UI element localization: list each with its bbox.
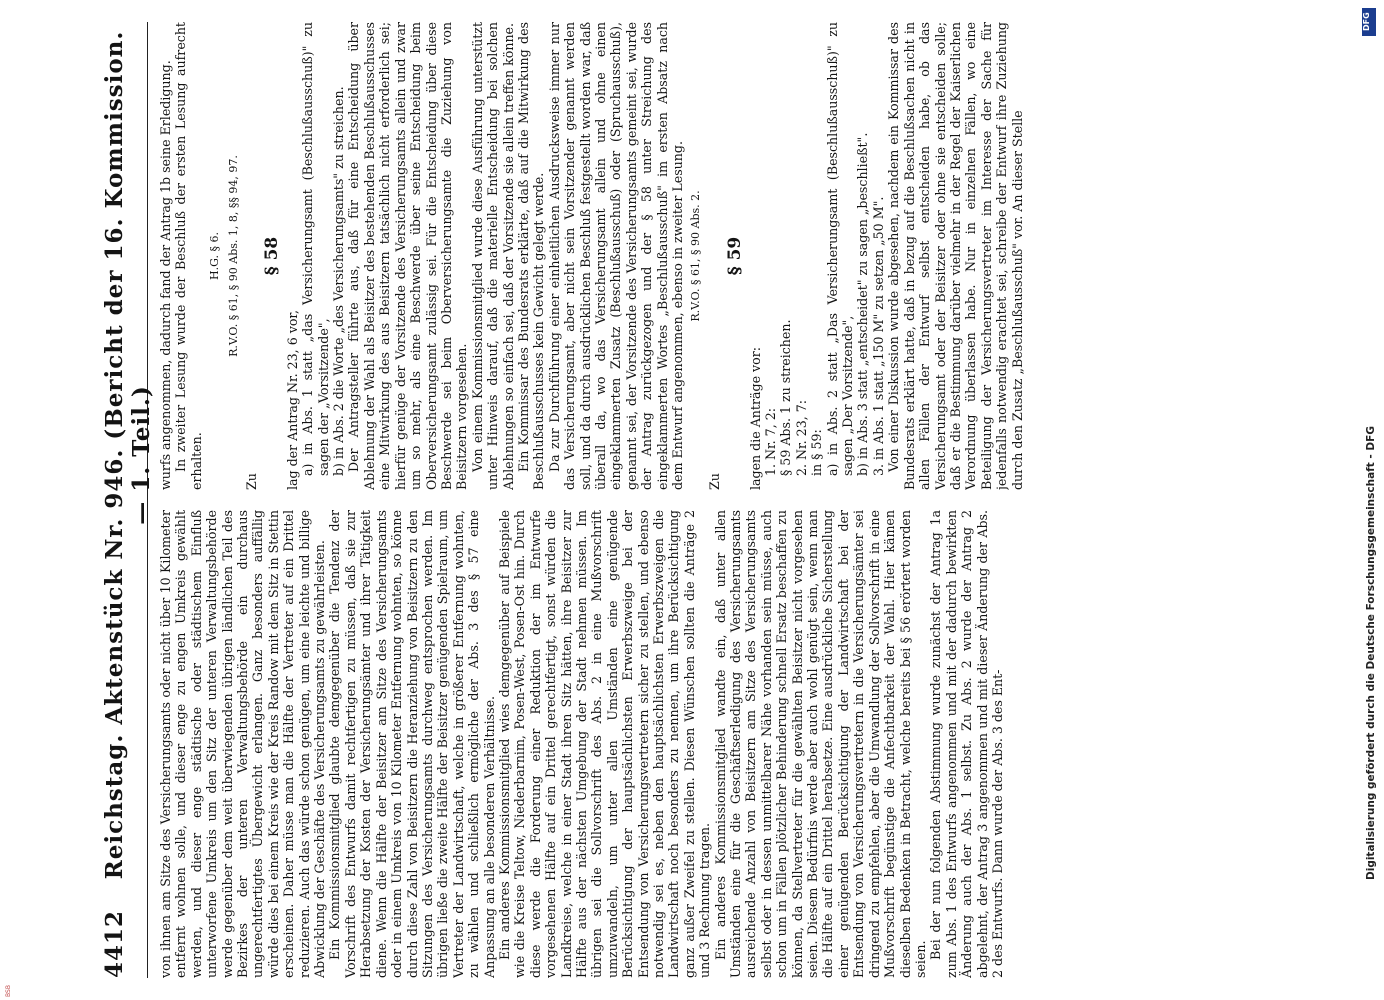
list-item: 1. Nr. 7, 2:: [763, 408, 779, 476]
library-stamp: BSB: [5, 985, 12, 997]
list-item: b) in Abs. 3 statt „entscheidet" zu sagen „beschließt".: [855, 132, 871, 476]
paragraph: Von einer Diskussion wurde abgesehen, nachdem ein Kommissar des Bundesrats erklärt hatte, daß in bezug auf die Beschlußsachen nicht in allen Fällen der Entwurf selbst entscheiden habe, ob das Versicherungsamt oder der Beisitzer oder ohne sie entscheiden solle; daß er die Bestimmung darüber vielmehr in der Regel der Kaiserlichen Verordnung überlassen habe. Nur in einzelnen Fällen, wo eine Beteiligung der Versicherungsvertreter im Interesse der Sache für jedenfalls notwendig erachtet sei, schreibe der Entwurf ihre Zuziehung durch den Zusatz „Beschlußausschuß" vor. An dieser Stelle: [886, 22, 1025, 490]
list-item: in § 59:: [809, 429, 825, 476]
paragraph: Ein Kommissionsmitglied glaubte demgegenüber die Tendenz der Vorschrift des Entwurfs damit rechtfertigen zu müssen, daß sie zur Herabsetzung der Kosten der Versicherungsämter und ihrer Tätigkeit diene. Wenn die Hälfte der Beisitzer am Sitze des Versicherungsamts oder in einem Umkreis von 10 Kilometer Entfernung wohnten, so könne durch diese Zahl von Beisitzern die Heranziehung von Beisitzern zu den Sitzungen des Versicherungsamts durchweg entsprochen werden. Im übrigen ließe die zweite Hälfte der Beisitzer genügenden Spielraum, um Vertreter der Landwirtschaft, welche in größerer Entfernung wohnten, zu wählen und schließlich ermögliche der Abs. 3 des § 57 eine Anpassung an alle besonderen Verhältnisse.: [327, 510, 497, 978]
list-item: 2. Nr. 23, 7:: [793, 400, 809, 476]
paragraph: wurfs angenommen, dadurch fand der Antrag 1b seine Erledigung.: [158, 60, 173, 490]
list-item: b) in Abs. 2 die Worte „des Versicherungsamts" zu streichen.: [331, 86, 347, 476]
section-heading: § 58: [262, 236, 283, 276]
zu-label: Zu: [706, 473, 722, 490]
list-item: § 59 Abs. 1 zu streichen.: [778, 319, 794, 476]
running-header: [101, 22, 155, 978]
reference-note: R.V.O. § 61, § 90 Abs. 1, 8, §§ 94, 97.: [226, 155, 240, 357]
running-head-title: Reichstag. Aktenstück Nr. 946. (Bericht der 16. Kommission. — 1. Teil.): [101, 30, 155, 880]
paragraph: Da zur Durchführung einer einheitlichen Ausdrucksweise immer nur das Versicherungsamt, aber nicht sein Vorsitzender genannt werden soll, und da durch ausdrücklichen Beschluß festgestellt worden war, daß überall da, wo das Versicherungsamt allein und ohne einen eingeklammerten Zusatz (Beschlußausschuß) oder (Spruchausschuß), genannt sei, der Vorsitzende des Versicherungsamts gemeint sei, wurde der Antrag zurückgezogen und der § 58 unter Streichung des eingeklammerten Wortes „Beschlußausschuß" im ersten Absatz nach dem Entwurf angenommen, ebenso in zweiter Lesung.: [546, 22, 685, 490]
digitization-credit: Digitalisierung gefördert durch die Deutsche Forschungsgemeinschaft - DFG: [1365, 426, 1377, 880]
text-columns: [148, 22, 1318, 978]
paragraph: Der Antragsteller führte aus, daß für eine Entscheidung über Ablehnung der Wahl als Beisitzer des bestehenden Beschlußausschusses eine Mitwirkung des aus Beisitzern tatsächlich nicht erforderlich sei; hierfür genüge der Vorsitzende des Versicherungsamts allein und zwar um so mehr, als eine Beschwerde über seine Entscheidung beim Oberversicherungsamt zulässig sei. Für die Entscheidung über diese Beschwerde sei beim Oberversicherungsamte die Zuziehung von Beisitzern vorgesehen.: [346, 22, 470, 490]
paragraph: lagen die Anträge vor:: [747, 347, 763, 490]
list-item: a) in Abs. 2 statt „Das Versicherungsamt (Beschlußausschuß)" zu sagen „Der Vorsitzende",: [824, 22, 856, 476]
list-item: a) in Abs. 1 statt „das Versicherungsamt (Beschlußausschuß)" zu sagen der „Vorsitzende",: [300, 22, 331, 476]
page-number: 4412: [101, 909, 128, 978]
paragraph: Von einem Kommissionsmitglied wurde diese Ausführung unterstützt unter Hinweis darauf, daß die materielle Entscheidung bei solchen Ablehnungen so einfach sei, daß der Vorsitzende sie allein treffen könne.: [469, 22, 516, 490]
paragraph: Bei der nun folgenden Abstimmung wurde zunächst der Antrag 1a zum Abs. 1 des Entwurfs angenommen und mit der dadurch bewirkten Änderung auch der Abs. 1 selbst. Zu Abs. 2 wurde der Antrag 2 abgelehnt, der Antrag 3 angenommen und mit dieser Änderung der Abs. 2 des Entwurfs. Dann wurde der Abs. 3 des Ent-: [928, 510, 1005, 978]
reference-note: H.G. § 6.: [208, 232, 222, 280]
paragraph: Ein anderes Kommissionsmitglied wies demgegenüber auf Beispiele wie die Kreise Teltow, Niederbarnim, Posen-West, Posen-Ost hin. Durch diese werde die Forderung einer Reduktion der im Entwurfe vorgesehenen Hälfte auf ein Drittel gerechtfertigt, sonst würden die Landkreise, welche in einer Stadt ihren Sitz hätten, ihre Beisitzer zur Hälfte aus der nächsten Umgebung der Stadt nehmen müssen. Im übrigen sei die Sollvorschrift des Abs. 2 in eine Mußvorschrift umzuwandeln, um unter allen Umständen eine genügende Berücksichtigung der hauptsächlichsten Erwerbszweige bei der Entsendung von Versicherungsvertretern sicher zu stellen, und ebenso notwendig sei es, neben den hauptsächlichsten Erwerbszweigen die Landwirtschaft noch besonders zu nennen, um ihre Berücksichtigung ganz außer Zweifel zu stellen. Diesen Wünschen sollten die Anträge 2 und 3 Rechnung tragen.: [496, 510, 713, 978]
reference-note: R.V.O. § 61, § 90 Abs. 2.: [689, 190, 703, 322]
paragraph: Ein Kommissar des Bundesrats erklärte, daß auf die Mitwirkung des Beschlußausschusses kein Gewicht gelegt werde.: [515, 22, 547, 490]
section-heading: § 59: [725, 236, 746, 276]
paragraph: Ein anderes Kommissionsmitglied wandte ein, daß unter allen Umständen eine für die Geschäftserledigung des Versicherungsamts ausreichende Anzahl von Beisitzern am Sitze des Versicherungsamts selbst oder in dessen unmittelbarer Nähe vorhanden sein müsse, auch schon um in Fällen plötzlicher Behinderung schnell Ersatz beschaffen zu können, da Stellvertreter für die gewählten Beisitzer nicht vorgesehen seien. Diesem Bedürfnis werde aber auch wohl genügt sein, wenn man die Hälfte auf ein Drittel herabsetze. Eine ausdrückliche Sicherstellung einer genügenden Berücksichtigung der Landwirtschaft bei der Entsendung von Versicherungsvertretern in die Versicherungsämter sei dringend zu empfehlen, aber die Umwandlung der Sollvorschrift in eine Mußvorschrift begünstige die Anfechtbarkeit der Wahl. Hier kämen dieselben Bedenken in Betracht, welche bereits bei § 56 erörtert worden seien.: [712, 510, 928, 978]
rotated-document-page: [95, 0, 1345, 1000]
column-right: [158, 22, 1318, 490]
zu-label: Zu: [244, 473, 260, 490]
paragraph: lag der Antrag Nr. 23, 6 vor,: [284, 309, 300, 490]
list-item: 3. in Abs. 1 statt „150 M" zu setzen „50 M".: [870, 196, 886, 476]
paragraph: von ihnen am Sitze des Versicherungsamts oder nicht über 10 Kilometer entfernt wohnen solle, und dieser enge zu engen Umkreis gewählt werden, und dieser enge städtische oder städtischem Einfluß unterworfene Umkreis um den Sitz der unteren Verwaltungsbehörde werde gegenüber dem weit überwiegenden übrigen ländlichen Teil des Bezirkes der unteren Verwaltungsbehörde ein durchaus ungerechtfertigtes Übergewicht erlangen. Ganz besonders auffällig würde dies bei einem Kreis wie der Kreis Randow mit dem Sitz in Stettin erscheinen. Daher müsse man die Hälfte der Vertreter auf ein Drittel reduzieren. Auch das würde schon genügen, um eine leichte und billige Abwicklung der Geschäfte des Versicherungsamts zu gewährleisten.: [158, 510, 328, 978]
column-left: [158, 510, 1318, 978]
paragraph: In zweiter Lesung wurde der Beschluß der ersten Lesung aufrecht erhalten.: [173, 22, 204, 490]
dfg-logo: DFG: [1362, 8, 1376, 36]
dfg-credit-strip: [1362, 0, 1378, 1000]
